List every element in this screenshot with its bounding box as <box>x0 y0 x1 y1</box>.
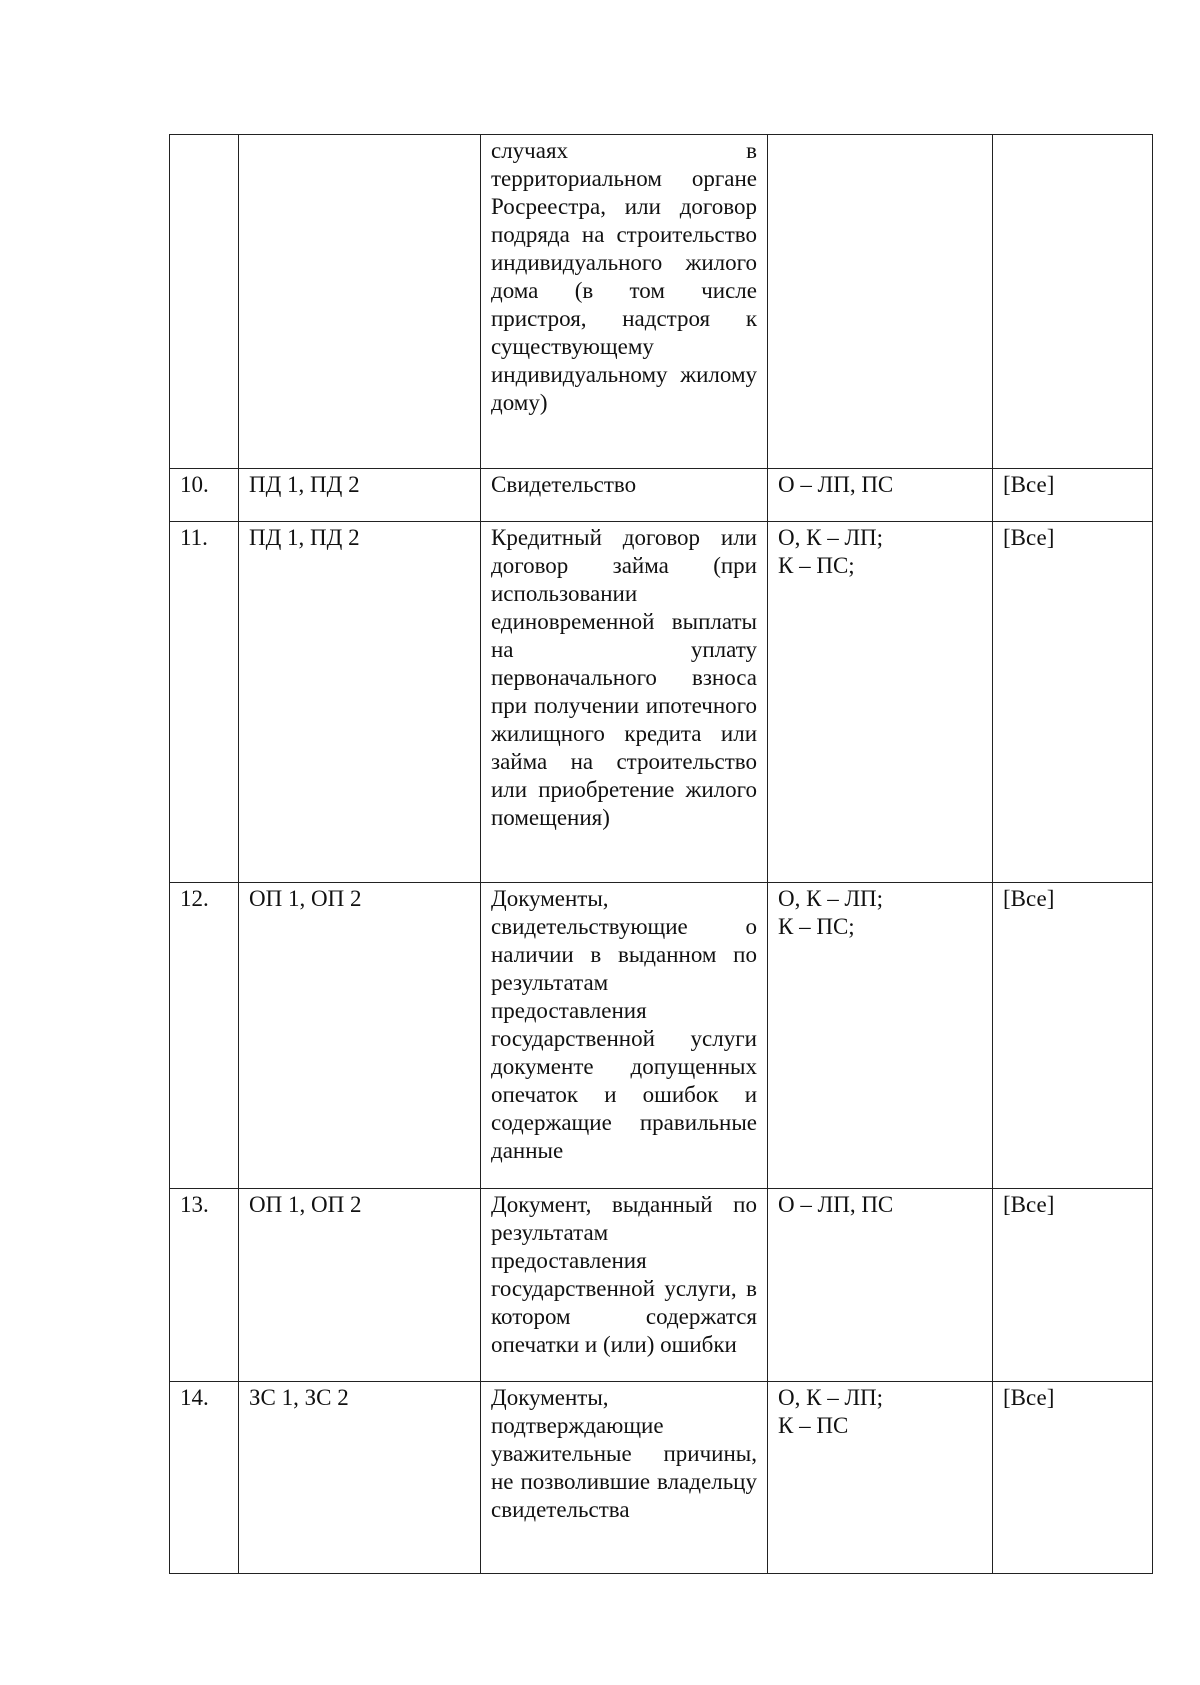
row-document: Свидетельство <box>481 469 768 522</box>
row-document: Документы, свидетельствующие о наличии в выданном по результатам предоставления государственной услуги документе допущенных опечаток и ошибок и содержащие правильные данные <box>481 883 768 1189</box>
table-row <box>170 469 1153 522</box>
row-form-line: О, К – ЛП; <box>778 1385 884 1410</box>
row-number: 13. <box>170 1189 239 1382</box>
row-category: [Все] <box>993 469 1153 522</box>
row-category: [Все] <box>993 522 1153 883</box>
row-codes: ПД 1, ПД 2 <box>239 522 481 883</box>
row-number: 14. <box>170 1382 239 1574</box>
row-form <box>768 135 993 469</box>
row-category <box>993 135 1153 469</box>
row-number: 11. <box>170 522 239 883</box>
row-number: 10. <box>170 469 239 522</box>
table-row <box>170 1189 1153 1382</box>
row-number <box>170 135 239 469</box>
row-form <box>768 883 993 1189</box>
row-form-line: К – ПС <box>778 1413 849 1438</box>
table-row <box>170 883 1153 1189</box>
table-row <box>170 1382 1153 1574</box>
row-form-line: К – ПС; <box>778 553 855 578</box>
row-codes <box>239 135 481 469</box>
row-document: случаях в территориальном органе Росреестра, или договор подряда на строительство индивидуального жилого дома (в том числе пристроя, надстроя к существующему индивидуальному жилому дому) <box>481 135 768 469</box>
row-category: [Все] <box>993 1189 1153 1382</box>
row-form <box>768 1382 993 1574</box>
row-form-line: О, К – ЛП; <box>778 525 884 550</box>
row-codes: ОП 1, ОП 2 <box>239 883 481 1189</box>
row-form-line: О, К – ЛП; <box>778 886 884 911</box>
row-document: Документ, выданный по результатам предоставления государственной услуги, в котором содержатся опечатки и (или) ошибки <box>481 1189 768 1382</box>
row-form <box>768 522 993 883</box>
row-category: [Все] <box>993 883 1153 1189</box>
row-codes: ЗС 1, ЗС 2 <box>239 1382 481 1574</box>
row-codes: ОП 1, ОП 2 <box>239 1189 481 1382</box>
row-document: Документы, подтверждающие уважительные причины, не позволившие владельцу свидетельства <box>481 1382 768 1574</box>
row-form: О – ЛП, ПС <box>768 1189 993 1382</box>
row-category: [Все] <box>993 1382 1153 1574</box>
row-form: О – ЛП, ПС <box>768 469 993 522</box>
row-codes: ПД 1, ПД 2 <box>239 469 481 522</box>
row-number: 12. <box>170 883 239 1189</box>
table-row <box>170 135 1153 469</box>
row-form-line: К – ПС; <box>778 914 855 939</box>
table-row <box>170 522 1153 883</box>
documents-table <box>169 134 1153 1574</box>
row-document: Кредитный договор или договор займа (при использовании единовременной выплаты на уплату первоначального взноса при получении ипотечного жилищного кредита или займа на строительство или приобретение жилого помещения) <box>481 522 768 883</box>
